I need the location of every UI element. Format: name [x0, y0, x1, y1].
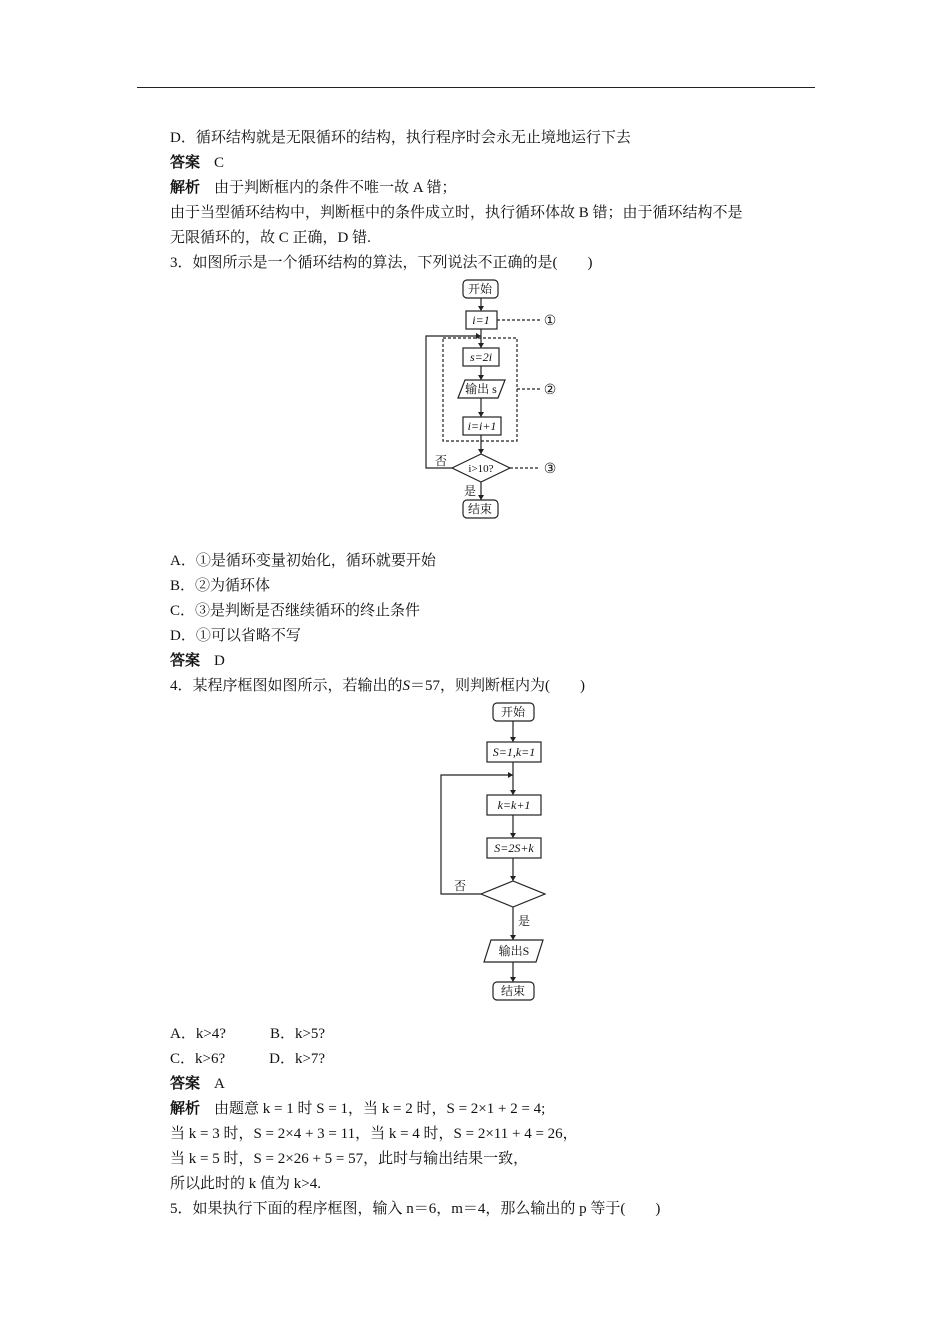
- q4-flowchart: [436, 698, 551, 1004]
- q4-option-d: D．k>7?: [269, 1051, 326, 1067]
- q4-option-b: B．k>5?: [269, 1026, 326, 1042]
- answer-value: C: [214, 155, 225, 171]
- q4-update-label: S=2S+k: [494, 841, 534, 855]
- q4-start-label: 开始: [500, 705, 526, 719]
- q4-analysis-line4: 所以此时的 k 值为 k>4.: [170, 1176, 321, 1192]
- answer-value: D: [214, 653, 225, 669]
- analysis-label: 解析: [170, 180, 201, 196]
- q4-analysis-line1: [170, 1099, 545, 1119]
- q4-stem-var: S: [402, 678, 411, 694]
- q3-body-label: s=2i: [469, 350, 493, 364]
- answer-value: A: [214, 1076, 225, 1092]
- q3-answer: [170, 651, 225, 671]
- q5-stem: 5．如果执行下面的程序框图，输入 n＝6，m＝4，那么输出的 p 等于( ): [170, 1201, 661, 1217]
- analysis-label: 解析: [170, 1101, 201, 1117]
- q4-stem: [170, 676, 585, 696]
- q2-analysis-line3: 无限循环的，故 C 正确，D 错.: [170, 230, 371, 246]
- q3-no-label: 否: [434, 454, 448, 468]
- q2-answer: [170, 153, 224, 173]
- q3-incr-label: i=i+1: [467, 419, 497, 433]
- q3-start-label: 开始: [467, 282, 493, 296]
- q3-cond-label: i>10?: [468, 463, 494, 475]
- q4-init-label: S=1,k=1: [492, 745, 536, 759]
- q3-option-a: A．①是循环变量初始化，循环就要开始: [170, 553, 436, 569]
- q2-option-d: D．循环结构就是无限循环的结构，执行程序时会永无止境地运行下去: [170, 130, 631, 146]
- answer-label: 答案: [170, 1076, 201, 1092]
- header-rule: [137, 87, 815, 88]
- q4-options-row2: [170, 1049, 325, 1069]
- q3-stem: 3．如图所示是一个循环结构的算法，下列说法不正确的是( ): [170, 255, 593, 271]
- q3-option-b: B．②为循环体: [170, 578, 271, 594]
- q4-option-a: A．k>4?: [170, 1026, 226, 1042]
- q4-incr-label: k=k+1: [497, 798, 531, 812]
- q4-analysis-line2: 当 k = 3 时，S = 2×4 + 3 = 11，当 k = 4 时，S = 2×11 + 4 = 26，: [170, 1126, 578, 1142]
- q4-answer: [170, 1074, 225, 1094]
- q3-init-label: i=1: [472, 313, 490, 327]
- q4-loop-back: [441, 775, 513, 894]
- q4-stem-text: 4．某程序框图如图所示，若输出的: [170, 678, 403, 694]
- q3-yes-label: 是: [463, 484, 477, 498]
- q4-options-row1: [170, 1024, 325, 1044]
- analysis-text: 由于判断框内的条件不唯一故 A 错；: [214, 180, 457, 196]
- q3-mark-2: ②: [543, 383, 557, 398]
- answer-label: 答案: [170, 653, 201, 669]
- q2-analysis-line2: 由于当型循环结构中，判断框中的条件成立时，执行循环体故 B 错；由于循环结构不是: [170, 205, 743, 221]
- q3-end-label: 结束: [467, 502, 493, 516]
- q4-yes-label: 是: [517, 914, 531, 928]
- q4-stem-text-2: ＝57，则判断框内为( ): [410, 678, 586, 694]
- q3-option-d: D．①可以省略不写: [170, 628, 301, 644]
- q4-analysis-line3: 当 k = 5 时，S = 2×26 + 5 = 57，此时与输出结果一致，: [170, 1151, 529, 1167]
- answer-label: 答案: [170, 155, 201, 171]
- q4-end-label: 结束: [500, 984, 526, 998]
- q3-output-label: 输出 s: [465, 382, 497, 396]
- q4-output-label: 输出S: [498, 944, 530, 958]
- q3-option-c: C．③是判断是否继续循环的终止条件: [170, 603, 421, 619]
- q3-mark-1: ①: [543, 314, 557, 329]
- q4-decision: [481, 881, 545, 907]
- q3-mark-3: ③: [543, 462, 557, 477]
- q4-no-label: 否: [453, 879, 467, 893]
- q2-analysis-line1: [170, 178, 457, 198]
- q4-option-c: C．k>6?: [170, 1051, 226, 1067]
- analysis-text: 由题意 k = 1 时 S = 1，当 k = 2 时，S = 2×1 + 2 = 4;: [214, 1101, 546, 1117]
- q3-flowchart: [418, 276, 568, 526]
